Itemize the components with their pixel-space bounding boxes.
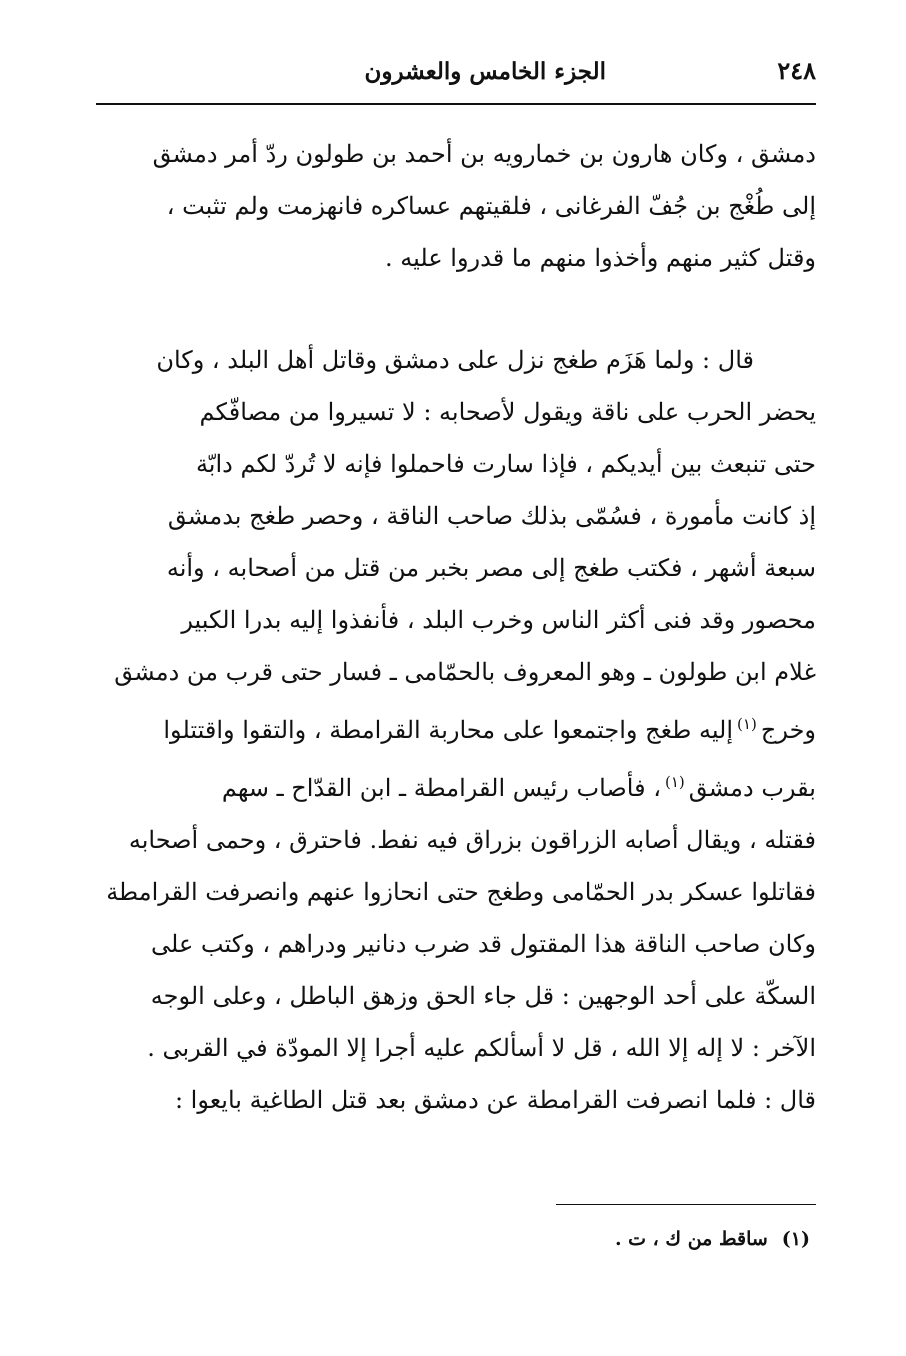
text-line: السكّة على أحد الوجهين : قل جاء الحق وزهق الباطل ، وعلى الوجه xyxy=(150,982,816,1010)
text-line: وقتل كثير منهم وأخذوا منهم ما قدروا عليه . xyxy=(385,244,816,272)
footnote-marker: (١) xyxy=(781,1228,810,1250)
text-line: غلام ابن طولون ـ وهو المعروف بالحمّامى ـ فسار حتى قرب من دمشق xyxy=(114,658,816,686)
footnote-text: ساقط من ك ، ت . xyxy=(614,1228,768,1250)
paragraph-1 xyxy=(96,128,816,284)
paragraph-2 xyxy=(96,334,816,1126)
text-line: سبعة أشهر ، فكتب طغج إلى مصر بخبر من قتل من أصحابه ، وأنه xyxy=(166,554,816,582)
text-line: يحضر الحرب على ناقة ويقول لأصحابه : لا تسيروا من مصافّكم xyxy=(199,398,816,426)
text-line: إلى طُغْج بن جُفّ الفرغانى ، فلقيتهم عساكره فانهزمت ولم تثبت ، xyxy=(166,192,816,220)
footnote-reference[interactable]: (١) xyxy=(737,715,757,733)
text-line-with-footnote xyxy=(96,756,816,814)
text-line: قال : فلما انصرفت القرامطة عن دمشق بعد قتل الطاغية بايعوا : xyxy=(174,1086,816,1114)
footnote-rule xyxy=(556,1204,816,1205)
text-line: دمشق ، وكان هارون بن خمارويه بن أحمد بن طولون ردّ أمر دمشق xyxy=(152,140,816,168)
text-line: إذ كانت مأمورة ، فسُمّى بذلك صاحب الناقة ، وحصر طغج بدمشق xyxy=(167,502,816,530)
text-line: وكان صاحب الناقة هذا المقتول قد ضرب دنانير ودراهم ، وكتب على xyxy=(151,930,816,958)
main-text xyxy=(96,128,816,1126)
footnote xyxy=(615,1228,810,1250)
page-header xyxy=(96,50,816,96)
text-line: فقاتلوا عسكر بدر الحمّامى وطغج حتى انحازوا عنهم وانصرفت القرامطة xyxy=(106,878,816,906)
paragraph-gap xyxy=(96,284,816,334)
text-line: فقتله ، ويقال أصابه الزراقون بزراق فيه نفط. فاحترق ، وحمى أصحابه xyxy=(128,826,816,854)
text-line: محصور وقد فنى أكثر الناس وخرب البلد ، فأنفذوا إليه بدرا الكبير xyxy=(181,606,816,634)
text-fragment: وخرج xyxy=(760,716,816,744)
text-line: حتى تنبعث بين أيديكم ، فإذا سارت فاحملوا فإنه لا تُردّ لكم دابّة xyxy=(195,450,816,478)
page-number: ٢٤٨ xyxy=(777,56,816,85)
text-fragment: بقرب دمشق xyxy=(688,774,816,802)
running-head: الجزء الخامس والعشرون xyxy=(364,58,606,85)
text-line-with-footnote xyxy=(96,698,816,756)
footnote-reference[interactable]: (١) xyxy=(664,773,685,791)
text-fragment: إليه طغج واجتمعوا على محاربة القرامطة ، والتقوا واقتتلوا xyxy=(163,716,734,744)
text-line: قال : ولما هَزَم طغج نزل على دمشق وقاتل أهل البلد ، وكان xyxy=(156,346,754,374)
header-rule xyxy=(96,103,816,105)
text-line: الآخر : لا إله إلا الله ، قل لا أسألكم عليه أجرا إلا المودّة في القربى . xyxy=(147,1034,816,1062)
text-fragment: ، فأصاب رئيس القرامطة ـ ابن القدّاح ـ سهم xyxy=(221,774,661,802)
